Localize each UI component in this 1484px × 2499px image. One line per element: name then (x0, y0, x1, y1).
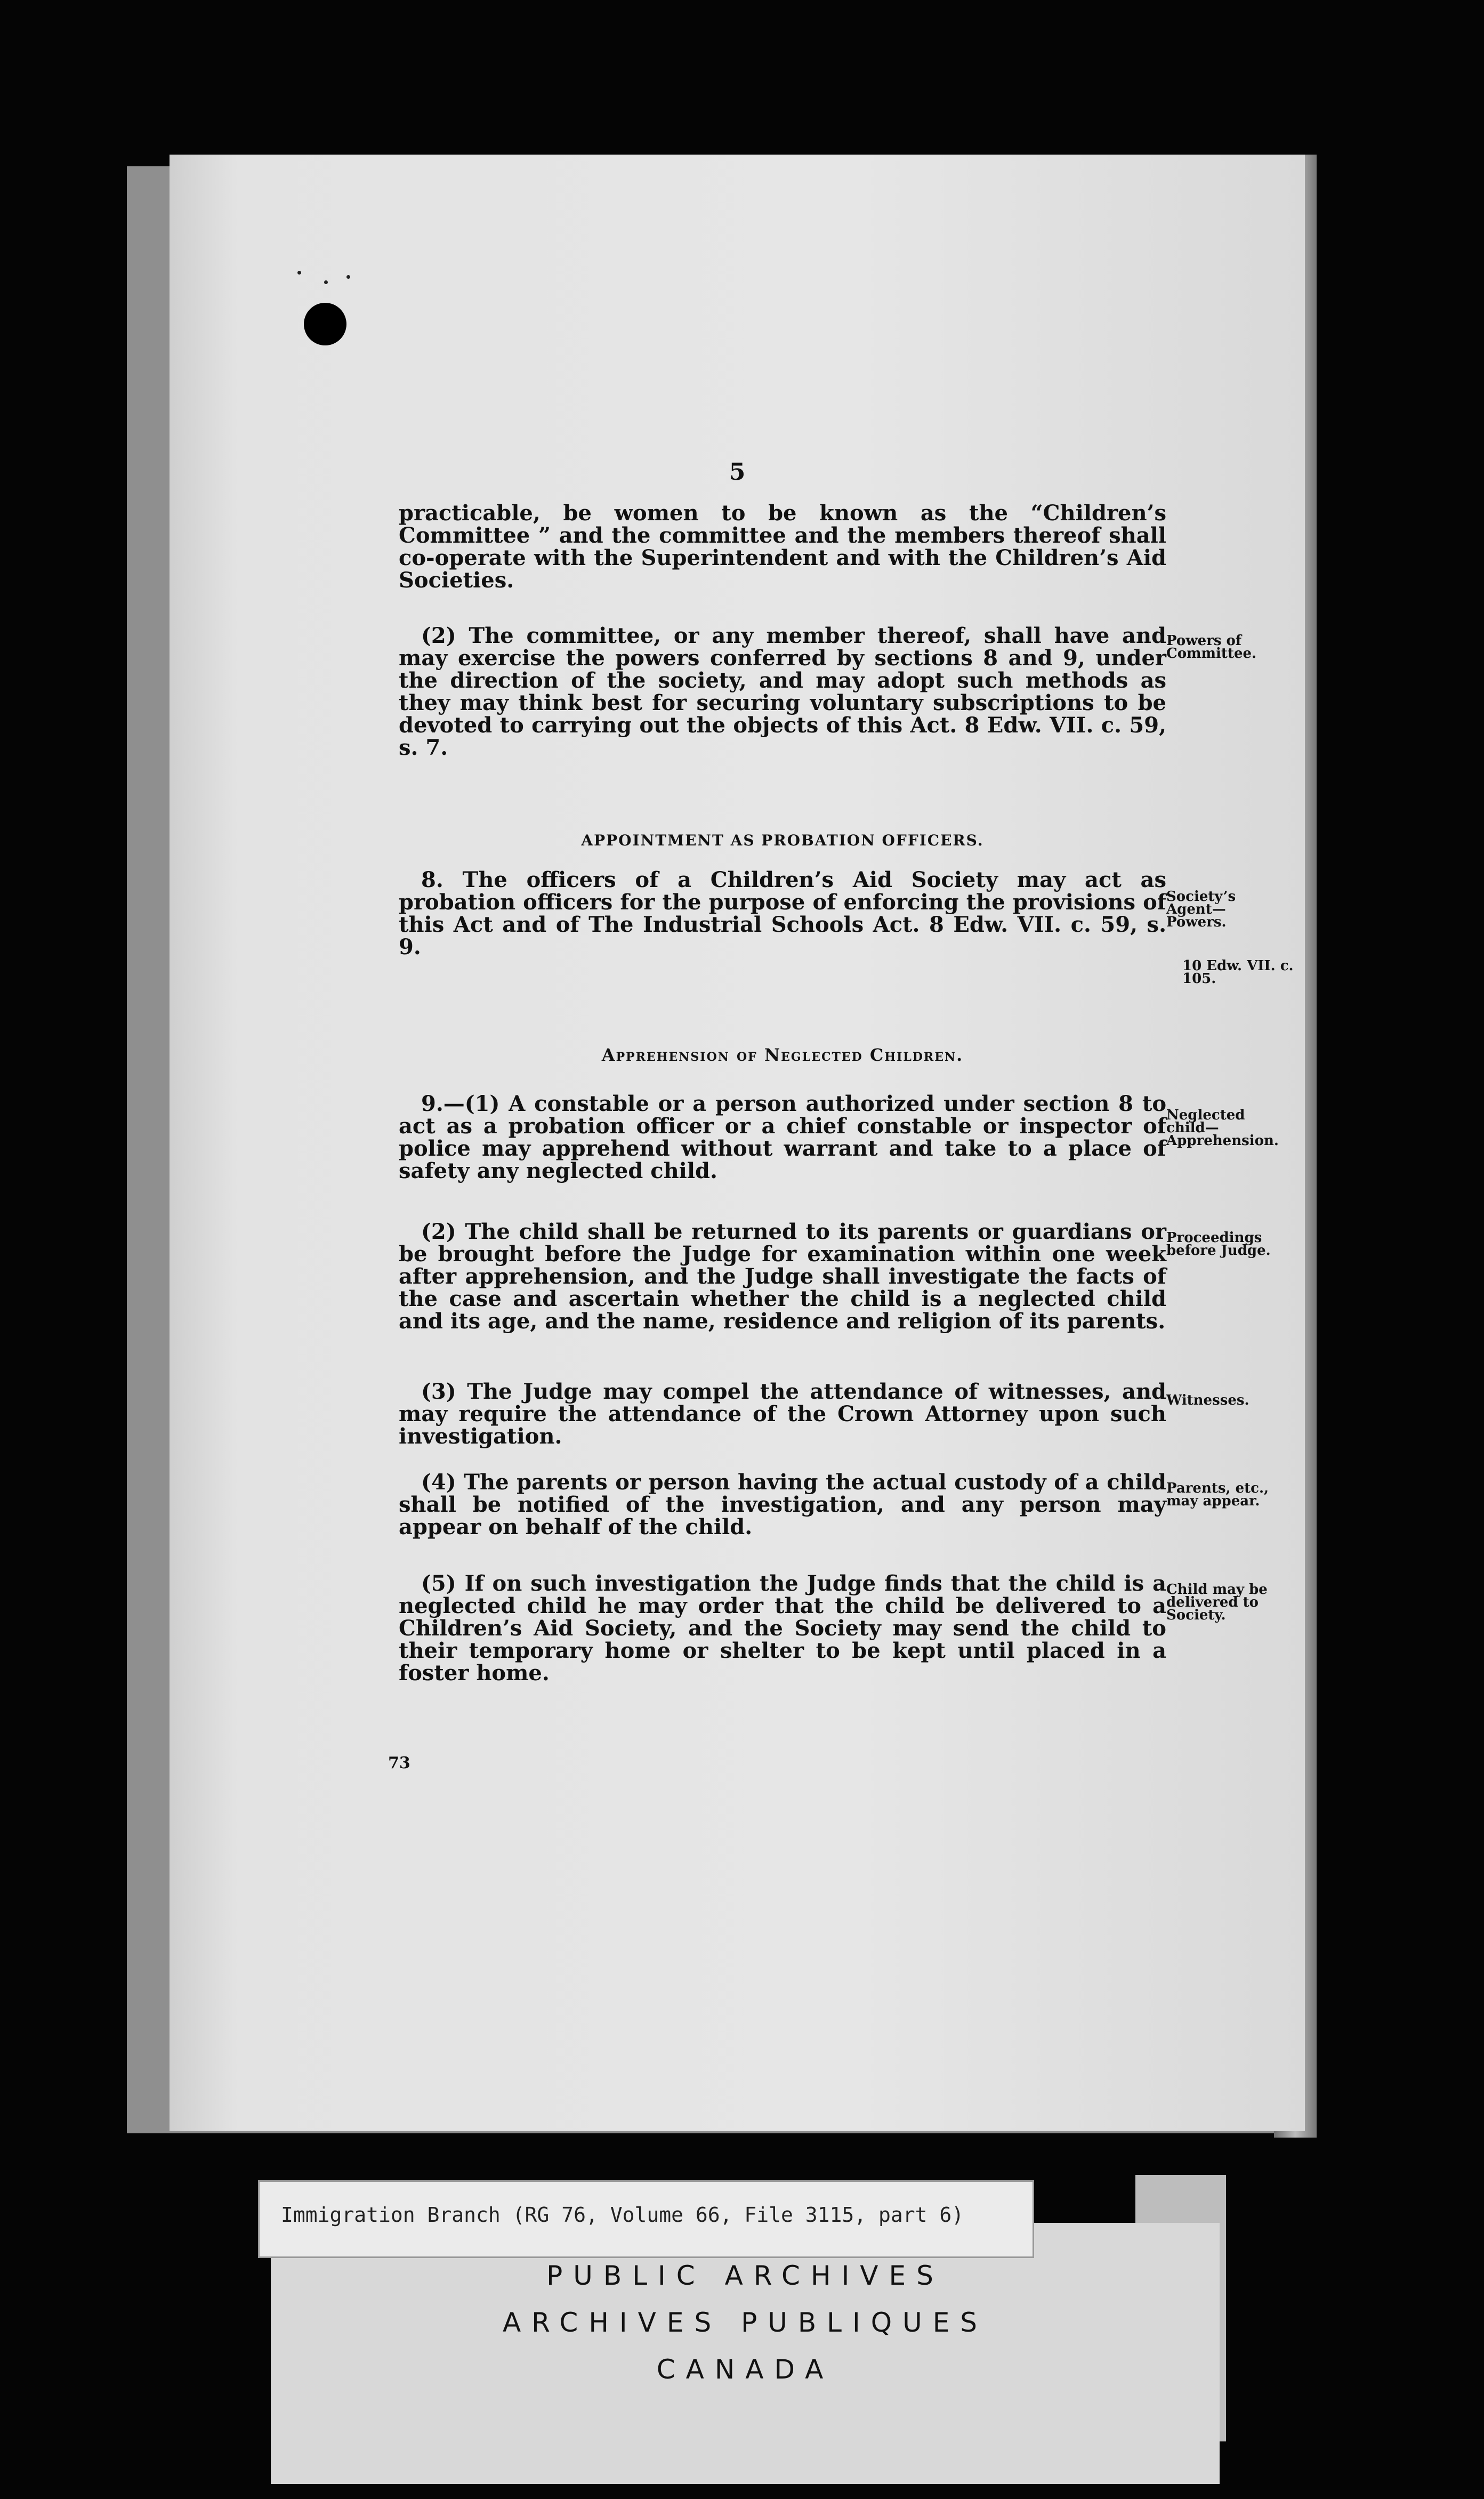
heading-probation-officers: APPOINTMENT AS PROBATION OFFICERS. (581, 832, 984, 849)
paragraph-powers-of-committee: (2) The committee, or any member thereof, shall have and may exercise the powers conferred by sections 8 and 9, under the direction of the society, and may adopt such methods as they may think best for securing voluntary subscriptions to be devoted to carrying out the objects of this Act. 8 Edw. VII. c. 59, s. 7. (399, 623, 1166, 760)
page-number: 5 (729, 458, 746, 486)
punch-hole (304, 303, 346, 345)
margin-note-parents: Parents, etc., may appear. (1166, 1480, 1269, 1509)
speck (324, 280, 328, 284)
footer-mark: 73 (388, 1754, 410, 1772)
paragraph-section-9-4: (4) The parents or person having the actual custody of a child shall be notified of the investigation, and any person may appear on behalf of the child. (399, 1470, 1166, 1539)
heading-apprehension: Apprehension of Neglected Children. (601, 1045, 964, 1065)
margin-note-powers-of-committee: Powers of Committee. (1166, 633, 1257, 662)
margin-note-child-delivered: Child may be delivered to Society. (1166, 1582, 1268, 1623)
document-page (170, 155, 1305, 2131)
paragraph-section-9-2: (2) The child shall be returned to its parents or guardians or be brought before the Judge for examination within one week after apprehension, and the Judge shall investigate the facts of the case and ascertain whether the child is a neglected child and its age, and the name, residence and religion of its parents. (399, 1219, 1166, 1334)
paragraph-section-8: 8. The officers of a Children’s Aid Society may act as probation officers for the purpose of enforcing the provisions of this Act and of The Industrial Schools Act. 8 Edw. VII. c. 59, s. 9. (399, 867, 1166, 960)
margin-note-statute-reference: 10 Edw. VII. c. 105. (1182, 958, 1294, 987)
speck (297, 271, 301, 275)
margin-note-neglected-child: Neglected child— Apprehension. (1166, 1107, 1279, 1149)
archive-line-2: ARCHIVES PUBLIQUES (502, 2307, 988, 2338)
archive-reference-label (258, 2180, 1034, 2258)
speck (346, 275, 350, 279)
paragraph-section-9-3: (3) The Judge may compel the attendance of witnesses, and may require the attendance of the Crown Attorney upon such investigation. (399, 1379, 1166, 1449)
archive-line-3: CANADA (656, 2354, 834, 2385)
margin-note-society-agent: Society’s Agent— Powers. (1166, 889, 1236, 930)
paragraph-section-9-5: (5) If on such investigation the Judge finds that the child is a neglected child he may order that the child be delivered to a Children’s Aid Society, and the Society may send the child to their temporary home or shelter to be kept until placed in a foster home. (399, 1571, 1166, 1686)
paragraph-section-9-1: 9.—(1) A constable or a person authorized under section 8 to act as a probation officer or a chief constable or inspector of police may apprehend without warrant and take to a place of safety any neglected child. (399, 1091, 1166, 1183)
archive-line-1: PUBLIC ARCHIVES (546, 2260, 944, 2291)
archive-card (271, 2223, 1220, 2484)
margin-note-proceedings: Proceedings before Judge. (1166, 1230, 1271, 1259)
paragraph-children-committee: practicable, be women to be known as the “Children’s Committee ” and the committee and the members thereof shall co-operate with the Superintendent and with the Children’s Aid Societies. (399, 501, 1166, 593)
archive-reference-text: Immigration Branch (RG 76, Volume 66, File 3115, part 6) (281, 2203, 964, 2227)
margin-note-witnesses: Witnesses. (1166, 1392, 1249, 1408)
